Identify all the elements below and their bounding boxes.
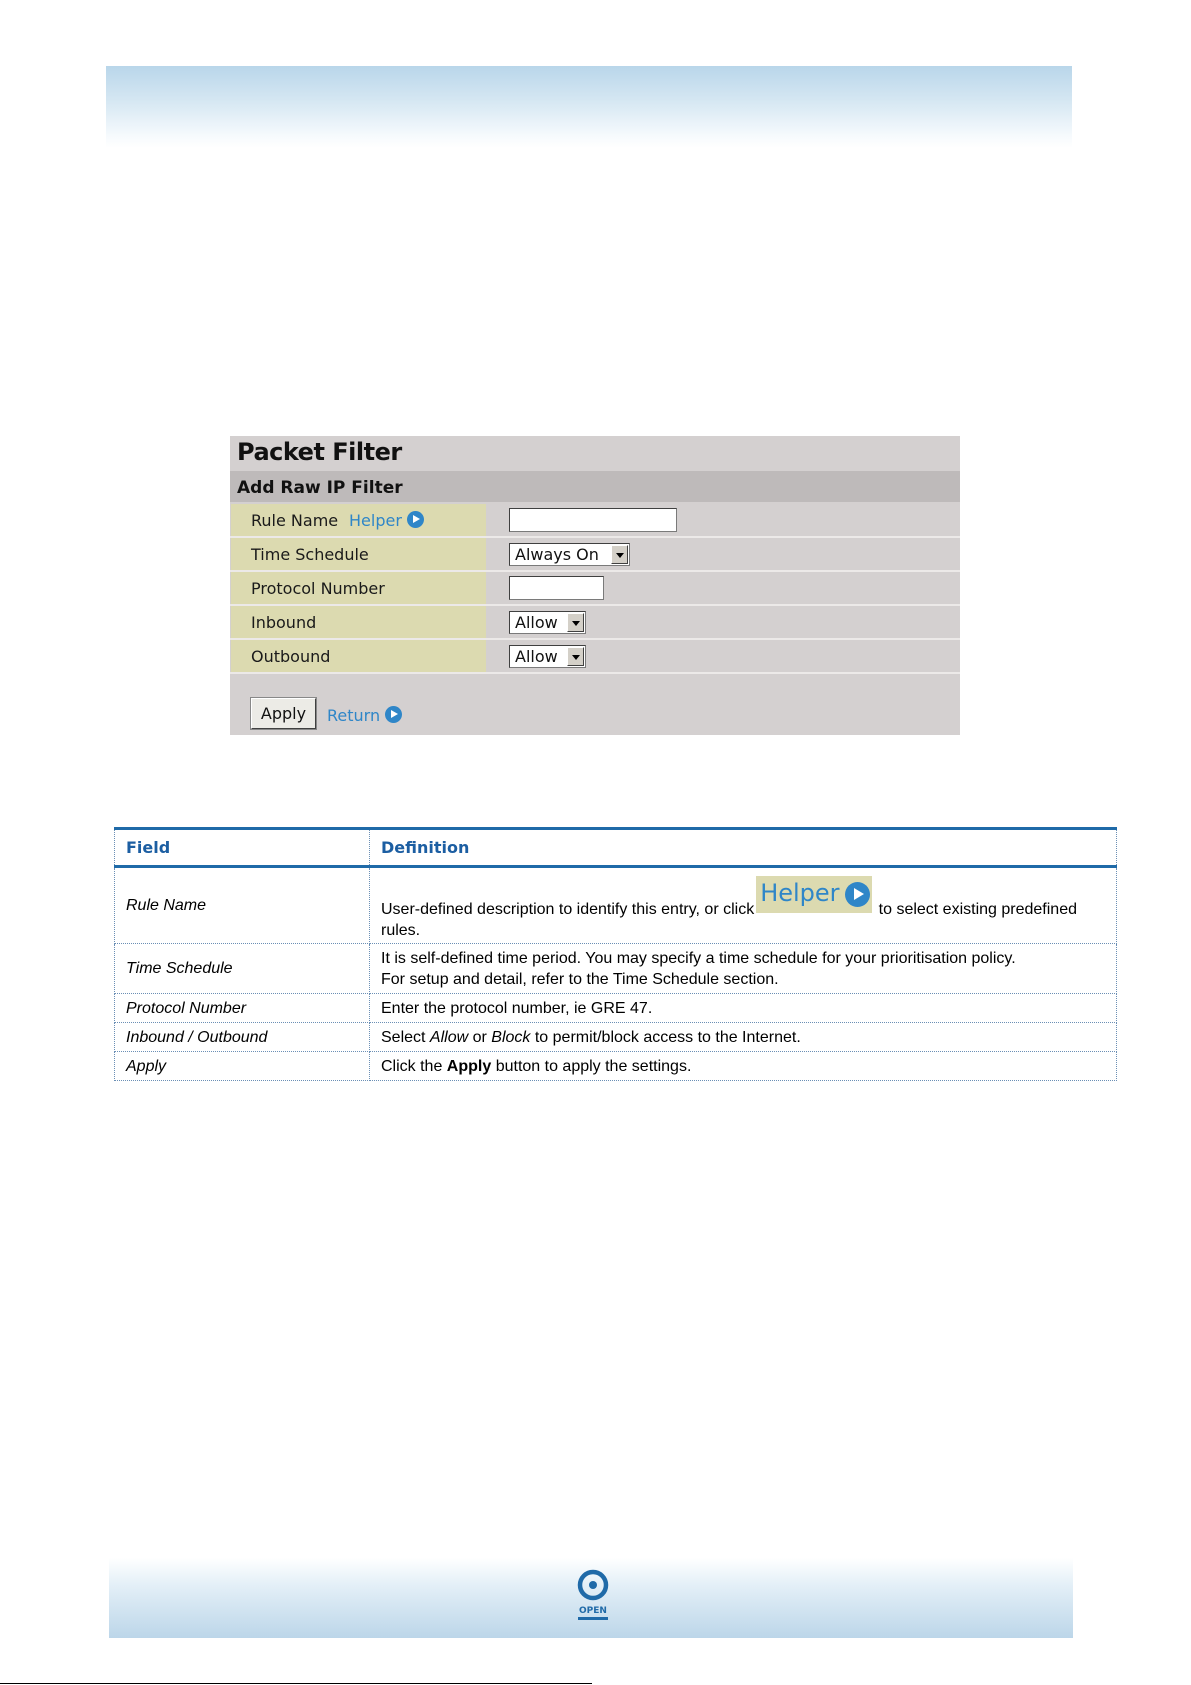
table-row [115, 1052, 1117, 1081]
arrow-right-circle-icon [845, 882, 870, 907]
table-row [115, 994, 1117, 1023]
time-schedule-row [230, 538, 960, 570]
panel-subtitle: Add Raw IP Filter [237, 478, 403, 498]
outbound-label: Outbound [251, 647, 331, 666]
protocol-number-input[interactable] [509, 576, 604, 600]
chevron-down-icon [611, 545, 628, 564]
arrow-right-circle-icon [385, 706, 402, 723]
helper-link[interactable]: Helper [349, 511, 424, 530]
panel-title: Packet Filter [237, 438, 402, 466]
open-logo [574, 1568, 612, 1624]
chevron-down-icon [567, 647, 584, 666]
footer-rule [0, 1683, 592, 1684]
rule-name-row [230, 504, 960, 536]
page-header-band [106, 66, 1072, 148]
outbound-select[interactable]: Allow [509, 645, 586, 668]
time-schedule-label: Time Schedule [251, 545, 369, 564]
panel-title-bar [230, 436, 960, 470]
rule-name-label: Rule Name [251, 511, 339, 530]
field-cell: Time Schedule [115, 944, 370, 994]
time-schedule-select[interactable]: Always On [509, 543, 630, 566]
field-cell: Protocol Number [115, 994, 370, 1023]
logo-text: OPEN [579, 1606, 607, 1616]
inbound-select[interactable]: Allow [509, 611, 586, 634]
panel-subtitle-bar [230, 471, 960, 502]
definition-cell: Click the Apply button to apply the settings. [370, 1052, 1117, 1081]
field-cell: Inbound / Outbound [115, 1023, 370, 1052]
definition-cell: Select Allow or Block to permit/block access to the Internet. [370, 1023, 1117, 1052]
definition-cell: Enter the protocol number, ie GRE 47. [370, 994, 1117, 1023]
rule-name-input[interactable] [509, 508, 677, 532]
field-cell: Rule Name [115, 867, 370, 944]
inbound-row [230, 606, 960, 638]
table-header-row [115, 829, 1117, 867]
chevron-down-icon [567, 613, 584, 632]
table-row [115, 867, 1117, 944]
arrow-right-circle-icon [407, 511, 424, 528]
helper-button-image: Helper [756, 876, 872, 913]
definition-cell: User-defined description to identify this entry, or click Helper to select existing predefined rules. [370, 867, 1117, 944]
protocol-number-row [230, 572, 960, 604]
outbound-row [230, 640, 960, 672]
apply-button[interactable]: Apply [251, 698, 316, 729]
inbound-label: Inbound [251, 613, 317, 632]
definition-cell: It is self-defined time period. You may specify a time schedule for your prioritisation policy. For setup and detail, refer to the Time Schedule section. [370, 944, 1117, 994]
field-column-header: Field [115, 829, 370, 867]
packet-filter-panel [230, 436, 960, 735]
field-definition-table [114, 827, 1117, 1081]
table-row [115, 1023, 1117, 1052]
field-cell: Apply [115, 1052, 370, 1081]
table-row [115, 944, 1117, 994]
protocol-number-label: Protocol Number [251, 579, 385, 598]
definition-column-header: Definition [370, 829, 1117, 867]
return-link[interactable]: Return [327, 706, 402, 725]
